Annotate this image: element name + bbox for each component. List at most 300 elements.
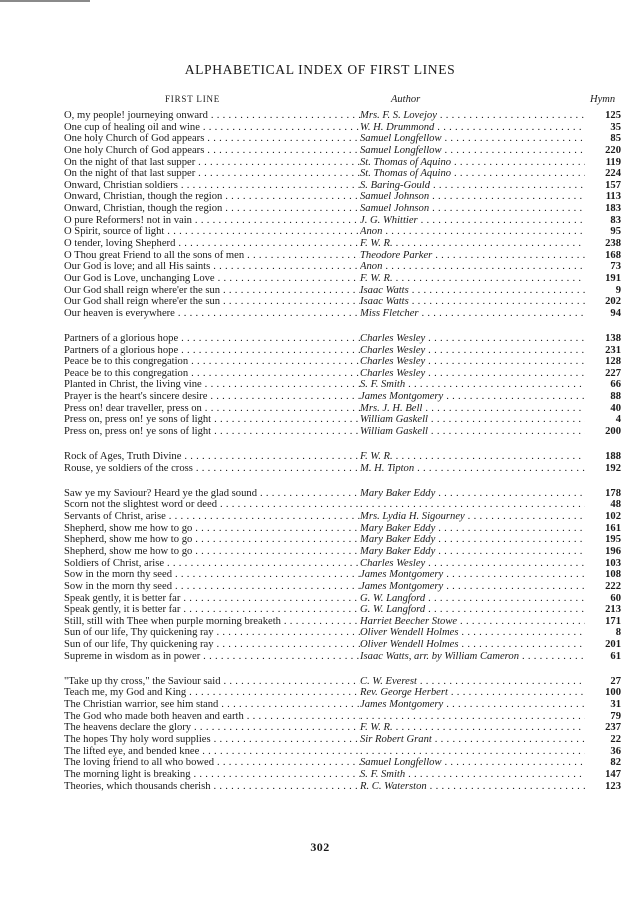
first-line-text: The heavens declare the glory bbox=[64, 722, 192, 734]
index-row bbox=[64, 157, 621, 169]
author-text: Charles Wesley bbox=[360, 557, 426, 569]
hymn-number: 48 bbox=[585, 499, 621, 511]
first-line-text: The God who made both heaven and earth bbox=[64, 710, 244, 722]
index-row bbox=[64, 769, 621, 781]
first-line-text: O tender, loving Shepherd bbox=[64, 238, 176, 250]
first-line-cell bbox=[64, 426, 360, 438]
first-line-text: One holy Church of God appears bbox=[64, 144, 205, 156]
index-row bbox=[64, 651, 621, 663]
author-text: Samuel Longfellow bbox=[360, 144, 442, 156]
index-group bbox=[64, 333, 621, 438]
hymn-number: 178 bbox=[585, 488, 621, 500]
first-line-text: Supreme in wisdom as in power bbox=[64, 650, 201, 662]
hymn-number: 88 bbox=[585, 391, 621, 403]
index-row bbox=[64, 722, 621, 734]
index-row bbox=[64, 639, 621, 651]
author-cell bbox=[360, 499, 586, 511]
first-line-text: The Christian warrior, see him stand bbox=[64, 699, 219, 711]
first-line-cell bbox=[64, 499, 360, 511]
first-line-text: One holy Church of God appears bbox=[64, 133, 205, 145]
author-text: Samuel Longfellow bbox=[360, 757, 442, 769]
author-text: F. W. R. bbox=[360, 722, 393, 734]
hymn-number: 224 bbox=[585, 168, 621, 180]
author-cell bbox=[360, 699, 586, 711]
hymn-number: 192 bbox=[585, 463, 621, 475]
hymn-number: 202 bbox=[585, 296, 621, 308]
hymn-number: 237 bbox=[585, 722, 621, 734]
first-line-cell bbox=[64, 296, 360, 308]
first-line-text: Still, still with Thee when purple morning breaketh bbox=[64, 615, 281, 627]
first-line-cell bbox=[64, 604, 360, 616]
author-text: James Montgomery bbox=[360, 569, 444, 581]
first-line-cell bbox=[64, 133, 360, 145]
first-line-cell bbox=[64, 534, 360, 546]
hymn-number: 85 bbox=[585, 133, 621, 145]
hymn-number: 222 bbox=[585, 581, 621, 593]
index-row bbox=[64, 676, 621, 688]
first-line-cell bbox=[64, 215, 360, 227]
first-line-text: Soldiers of Christ, arise bbox=[64, 557, 165, 569]
index-row bbox=[64, 581, 621, 593]
author-cell bbox=[360, 676, 586, 688]
author-text: Samuel Longfellow bbox=[360, 133, 442, 145]
hymn-number: 95 bbox=[585, 226, 621, 238]
author-cell bbox=[360, 191, 586, 203]
author-cell bbox=[360, 296, 586, 308]
first-line-text: Partners of a glorious hope bbox=[64, 344, 179, 356]
first-line-cell bbox=[64, 627, 360, 639]
hymn-number: 200 bbox=[585, 426, 621, 438]
index-row bbox=[64, 757, 621, 769]
index-row bbox=[64, 499, 621, 511]
index-row bbox=[64, 368, 621, 380]
first-line-cell bbox=[64, 558, 360, 570]
author-cell bbox=[360, 488, 586, 500]
author-cell bbox=[360, 356, 586, 368]
index-row bbox=[64, 345, 621, 357]
index-row bbox=[64, 781, 621, 793]
first-line-cell bbox=[64, 191, 360, 203]
first-line-text: Saw ye my Saviour? Heard ye the glad sound bbox=[64, 487, 257, 499]
author-text: Samuel Johnson bbox=[360, 191, 430, 203]
first-line-cell bbox=[64, 226, 360, 238]
hymn-number: 94 bbox=[585, 308, 621, 320]
first-line-cell bbox=[64, 110, 360, 122]
index-row bbox=[64, 356, 621, 368]
author-cell bbox=[360, 463, 586, 475]
index-row bbox=[64, 308, 621, 320]
index-row bbox=[64, 604, 621, 616]
author-cell bbox=[360, 110, 586, 122]
hymn-number: 128 bbox=[585, 356, 621, 368]
author-cell bbox=[360, 426, 586, 438]
hymn-number: 191 bbox=[585, 273, 621, 285]
index-row bbox=[64, 523, 621, 535]
author-text: J. G. Whittier bbox=[360, 214, 418, 226]
first-line-text: Rouse, ye soldiers of the cross bbox=[64, 462, 193, 474]
author-cell bbox=[360, 569, 586, 581]
first-line-text: Peace be to this congregation bbox=[64, 356, 189, 368]
index-group bbox=[64, 488, 621, 663]
hymn-number: 82 bbox=[585, 757, 621, 769]
index-row bbox=[64, 687, 621, 699]
author-cell bbox=[360, 546, 586, 558]
index-row bbox=[64, 616, 621, 628]
author-text: St. Thomas of Aquino bbox=[360, 156, 452, 168]
hymn-number: 157 bbox=[585, 180, 621, 192]
index-row bbox=[64, 333, 621, 345]
hymn-number: 168 bbox=[585, 250, 621, 262]
author-cell bbox=[360, 215, 586, 227]
author-cell bbox=[360, 308, 586, 320]
index-row bbox=[64, 238, 621, 250]
author-text: G. W. Langford bbox=[360, 592, 426, 604]
column-header-hymn: Hymn bbox=[590, 94, 616, 105]
author-text: Charles Wesley bbox=[360, 332, 426, 344]
index-row bbox=[64, 215, 621, 227]
author-text: F. W. R. bbox=[360, 272, 393, 284]
index-row bbox=[64, 534, 621, 546]
hymn-number: 238 bbox=[585, 238, 621, 250]
first-line-text: Speak gently, it is better far bbox=[64, 604, 181, 616]
first-line-cell bbox=[64, 781, 360, 793]
index-row bbox=[64, 734, 621, 746]
author-text: Isaac Watts, arr. by William Cameron bbox=[360, 650, 520, 662]
author-cell bbox=[360, 403, 586, 415]
hymn-number: 73 bbox=[585, 261, 621, 273]
index-row bbox=[64, 414, 621, 426]
first-line-cell bbox=[64, 368, 360, 380]
author-cell bbox=[360, 379, 586, 391]
author-cell bbox=[360, 604, 586, 616]
first-line-cell bbox=[64, 345, 360, 357]
first-line-cell bbox=[64, 333, 360, 345]
author-cell bbox=[360, 757, 586, 769]
author-cell bbox=[360, 651, 586, 663]
first-line-cell bbox=[64, 379, 360, 391]
hymn-number: 9 bbox=[585, 285, 621, 297]
first-line-text: Onward, Christian, though the region bbox=[64, 203, 223, 215]
first-line-text: Press on, press on! ye sons of light bbox=[64, 414, 212, 426]
index-row bbox=[64, 627, 621, 639]
first-line-cell bbox=[64, 687, 360, 699]
author-text: James Montgomery bbox=[360, 699, 444, 711]
author-cell bbox=[360, 238, 586, 250]
hymn-number: 40 bbox=[585, 403, 621, 415]
author-text: Oliver Wendell Holmes bbox=[360, 639, 459, 651]
index-row bbox=[64, 110, 621, 122]
author-cell bbox=[360, 273, 586, 285]
author-cell bbox=[360, 769, 586, 781]
index-row bbox=[64, 569, 621, 581]
first-line-cell bbox=[64, 511, 360, 523]
first-line-text: Speak gently, it is better far bbox=[64, 592, 181, 604]
author-cell bbox=[360, 250, 586, 262]
author-text: Samuel Johnson bbox=[360, 203, 430, 215]
first-line-text: Our God is love; and all His saints bbox=[64, 261, 211, 273]
hymn-number: 66 bbox=[585, 379, 621, 391]
index-row bbox=[64, 426, 621, 438]
scan-edge-line bbox=[0, 0, 90, 2]
first-line-cell bbox=[64, 168, 360, 180]
first-line-cell bbox=[64, 451, 360, 463]
author-text: Mrs. Lydia H. Sigourney bbox=[360, 511, 465, 523]
index-row bbox=[64, 488, 621, 500]
hymn-number: 61 bbox=[585, 651, 621, 663]
first-line-text: "Take up thy cross," the Saviour said bbox=[64, 675, 221, 687]
first-line-cell bbox=[64, 285, 360, 297]
first-line-cell bbox=[64, 722, 360, 734]
first-line-cell bbox=[64, 261, 360, 273]
index-row bbox=[64, 250, 621, 262]
first-line-cell bbox=[64, 546, 360, 558]
index-row bbox=[64, 558, 621, 570]
index-row bbox=[64, 145, 621, 157]
author-text: Anon bbox=[360, 261, 383, 273]
index-row bbox=[64, 746, 621, 758]
author-text: Theodore Parker bbox=[360, 249, 433, 261]
first-line-cell bbox=[64, 463, 360, 475]
first-line-cell bbox=[64, 651, 360, 663]
first-line-text: Sun of our life, Thy quickening ray bbox=[64, 639, 214, 651]
first-line-text: The morning light is breaking bbox=[64, 768, 191, 780]
author-text: Mary Baker Eddy bbox=[360, 487, 436, 499]
column-header-author: Author bbox=[391, 94, 421, 105]
author-cell bbox=[360, 368, 586, 380]
author-cell bbox=[360, 687, 586, 699]
author-cell bbox=[360, 133, 586, 145]
author-cell bbox=[360, 345, 586, 357]
author-cell bbox=[360, 558, 586, 570]
author-text: Mrs. F. S. Lovejoy bbox=[360, 110, 437, 121]
first-line-text: Peace be to this congregation bbox=[64, 367, 189, 379]
author-cell bbox=[360, 627, 586, 639]
index-row bbox=[64, 511, 621, 523]
author-cell bbox=[360, 511, 586, 523]
hymn-number: 220 bbox=[585, 145, 621, 157]
hymn-number: 108 bbox=[585, 569, 621, 581]
hymn-number: 201 bbox=[585, 639, 621, 651]
hymn-number: 213 bbox=[585, 604, 621, 616]
author-cell bbox=[360, 261, 586, 273]
first-line-text: Servants of Christ, arise bbox=[64, 511, 166, 523]
index-row bbox=[64, 168, 621, 180]
first-line-text: Onward, Christian soldiers bbox=[64, 179, 178, 191]
first-line-cell bbox=[64, 639, 360, 651]
index-row bbox=[64, 711, 621, 723]
first-line-text: On the night of that last supper bbox=[64, 168, 196, 180]
first-line-text: Planted in Christ, the living vine bbox=[64, 379, 202, 391]
first-line-text: Our God shall reign where'er the sun bbox=[64, 296, 221, 308]
author-text: Mary Baker Eddy bbox=[360, 534, 436, 546]
hymn-number: 227 bbox=[585, 368, 621, 380]
hymn-number: 195 bbox=[585, 534, 621, 546]
author-cell bbox=[360, 734, 586, 746]
author-text: Harriet Beecher Stowe bbox=[360, 615, 458, 627]
index-row bbox=[64, 451, 621, 463]
author-cell bbox=[360, 145, 586, 157]
author-text: Mary Baker Eddy bbox=[360, 545, 436, 557]
first-line-cell bbox=[64, 145, 360, 157]
index-row bbox=[64, 273, 621, 285]
index-row bbox=[64, 593, 621, 605]
author-cell bbox=[360, 593, 586, 605]
author-cell bbox=[360, 285, 586, 297]
hymn-number: 183 bbox=[585, 203, 621, 215]
author-cell bbox=[360, 616, 586, 628]
first-line-cell bbox=[64, 356, 360, 368]
hymn-number: 138 bbox=[585, 333, 621, 345]
author-text: James Montgomery bbox=[360, 580, 444, 592]
hymn-number: 79 bbox=[585, 711, 621, 723]
first-line-cell bbox=[64, 403, 360, 415]
author-text: Charles Wesley bbox=[360, 344, 426, 356]
first-line-text: Rock of Ages, Truth Divine bbox=[64, 451, 182, 463]
hymn-number: 102 bbox=[585, 511, 621, 523]
author-cell bbox=[360, 157, 586, 169]
author-text: Charles Wesley bbox=[360, 367, 426, 379]
first-line-cell bbox=[64, 391, 360, 403]
author-cell bbox=[360, 226, 586, 238]
index-row bbox=[64, 180, 621, 192]
author-cell bbox=[360, 746, 586, 758]
first-line-cell bbox=[64, 308, 360, 320]
first-line-text: Shepherd, show me how to go bbox=[64, 545, 193, 557]
hymn-number: 196 bbox=[585, 546, 621, 558]
author-cell bbox=[360, 414, 586, 426]
hymn-number: 83 bbox=[585, 215, 621, 227]
hymn-number: 100 bbox=[585, 687, 621, 699]
column-header-first-line: FIRST LINE bbox=[165, 94, 221, 104]
hymn-number: 119 bbox=[585, 157, 621, 169]
author-text: W. H. Drummond bbox=[360, 121, 435, 133]
first-line-text: Sun of our life, Thy quickening ray bbox=[64, 627, 214, 639]
author-text: F. W. R. bbox=[360, 238, 393, 250]
author-text: St. Thomas of Aquino bbox=[360, 168, 452, 180]
index-group bbox=[64, 451, 621, 474]
author-text: Miss Fletcher bbox=[360, 307, 419, 319]
first-line-text: Sow in the morn thy seed bbox=[64, 569, 172, 581]
index-row bbox=[64, 226, 621, 238]
first-line-text: Shepherd, show me how to go bbox=[64, 522, 193, 534]
author-text: Rev. George Herbert bbox=[360, 687, 448, 699]
index-group bbox=[64, 110, 621, 320]
first-line-text: O, my people! journeying onward bbox=[64, 110, 208, 121]
hymn-number: 8 bbox=[585, 627, 621, 639]
first-line-cell bbox=[64, 488, 360, 500]
first-line-text: Press on! dear traveller, press on bbox=[64, 402, 202, 414]
author-text: Anon bbox=[360, 226, 383, 238]
author-cell bbox=[360, 333, 586, 345]
first-line-cell bbox=[64, 157, 360, 169]
author-text: Oliver Wendell Holmes bbox=[360, 627, 459, 639]
hymn-number: 60 bbox=[585, 593, 621, 605]
index-row bbox=[64, 546, 621, 558]
author-cell bbox=[360, 523, 586, 535]
author-cell bbox=[360, 203, 586, 215]
first-line-text: Shepherd, show me how to go bbox=[64, 534, 193, 546]
first-line-cell bbox=[64, 581, 360, 593]
author-cell bbox=[360, 168, 586, 180]
author-cell bbox=[360, 722, 586, 734]
author-cell bbox=[360, 534, 586, 546]
index-row bbox=[64, 261, 621, 273]
author-text: G. W. Langford bbox=[360, 604, 426, 616]
index-row bbox=[64, 403, 621, 415]
first-line-text: Press on, press on! ye sons of light bbox=[64, 426, 212, 438]
first-line-cell bbox=[64, 593, 360, 605]
index-row bbox=[64, 699, 621, 711]
index-row bbox=[64, 203, 621, 215]
hymn-number: 171 bbox=[585, 616, 621, 628]
first-line-cell bbox=[64, 180, 360, 192]
first-line-cell bbox=[64, 616, 360, 628]
first-line-cell bbox=[64, 569, 360, 581]
author-cell bbox=[360, 451, 586, 463]
first-line-text: O pure Reformers! not in vain bbox=[64, 214, 192, 226]
hymn-number: 36 bbox=[585, 746, 621, 758]
first-line-cell bbox=[64, 122, 360, 134]
first-line-cell bbox=[64, 769, 360, 781]
hymn-number: 113 bbox=[585, 191, 621, 203]
first-line-cell bbox=[64, 746, 360, 758]
first-line-text: The lifted eye, and bended knee bbox=[64, 745, 200, 757]
author-text: Charles Wesley bbox=[360, 356, 426, 368]
index-row bbox=[64, 391, 621, 403]
hymn-number: 188 bbox=[585, 451, 621, 463]
index-entries bbox=[64, 110, 621, 792]
index-row bbox=[64, 285, 621, 297]
hymn-number: 22 bbox=[585, 734, 621, 746]
author-cell bbox=[360, 391, 586, 403]
index-row bbox=[64, 296, 621, 308]
first-line-cell bbox=[64, 676, 360, 688]
index-row bbox=[64, 133, 621, 145]
first-line-cell bbox=[64, 203, 360, 215]
first-line-text: Our God shall reign where'er the sun bbox=[64, 284, 221, 296]
hymn-number: 161 bbox=[585, 523, 621, 535]
author-text: M. H. Tipton bbox=[360, 462, 415, 474]
author-cell bbox=[360, 122, 586, 134]
first-line-cell bbox=[64, 523, 360, 535]
first-line-text: Theories, which thousands cherish bbox=[64, 780, 211, 792]
author-cell bbox=[360, 781, 586, 793]
index-row bbox=[64, 122, 621, 134]
first-line-text: Onward, Christian, though the region bbox=[64, 191, 223, 203]
author-text: S. F. Smith bbox=[360, 768, 406, 780]
author-text: Sir Robert Grant bbox=[360, 733, 432, 745]
author-text: Mary Baker Eddy bbox=[360, 522, 436, 534]
author-text: R. C. Waterston bbox=[360, 780, 427, 792]
first-line-text: O Spirit, source of light bbox=[64, 226, 165, 238]
author-text: S. F. Smith bbox=[360, 379, 406, 391]
hymn-number: 35 bbox=[585, 122, 621, 134]
index-group bbox=[64, 676, 621, 792]
first-line-text: Prayer is the heart's sincere desire bbox=[64, 391, 208, 403]
page-title: ALPHABETICAL INDEX OF FIRST LINES bbox=[184, 62, 456, 77]
author-text: C. W. Everest bbox=[360, 675, 417, 687]
hymn-number: 123 bbox=[585, 781, 621, 793]
first-line-cell bbox=[64, 757, 360, 769]
first-line-text: The hopes Thy holy word supplies bbox=[64, 733, 211, 745]
first-line-text: Partners of a glorious hope bbox=[64, 332, 179, 344]
first-line-text: Scorn not the slightest word or deed bbox=[64, 499, 217, 511]
author-text: F. W. R. bbox=[360, 451, 393, 463]
first-line-cell bbox=[64, 238, 360, 250]
hymn-number: 147 bbox=[585, 769, 621, 781]
hymn-number: 125 bbox=[585, 110, 621, 122]
author-cell bbox=[360, 639, 586, 651]
